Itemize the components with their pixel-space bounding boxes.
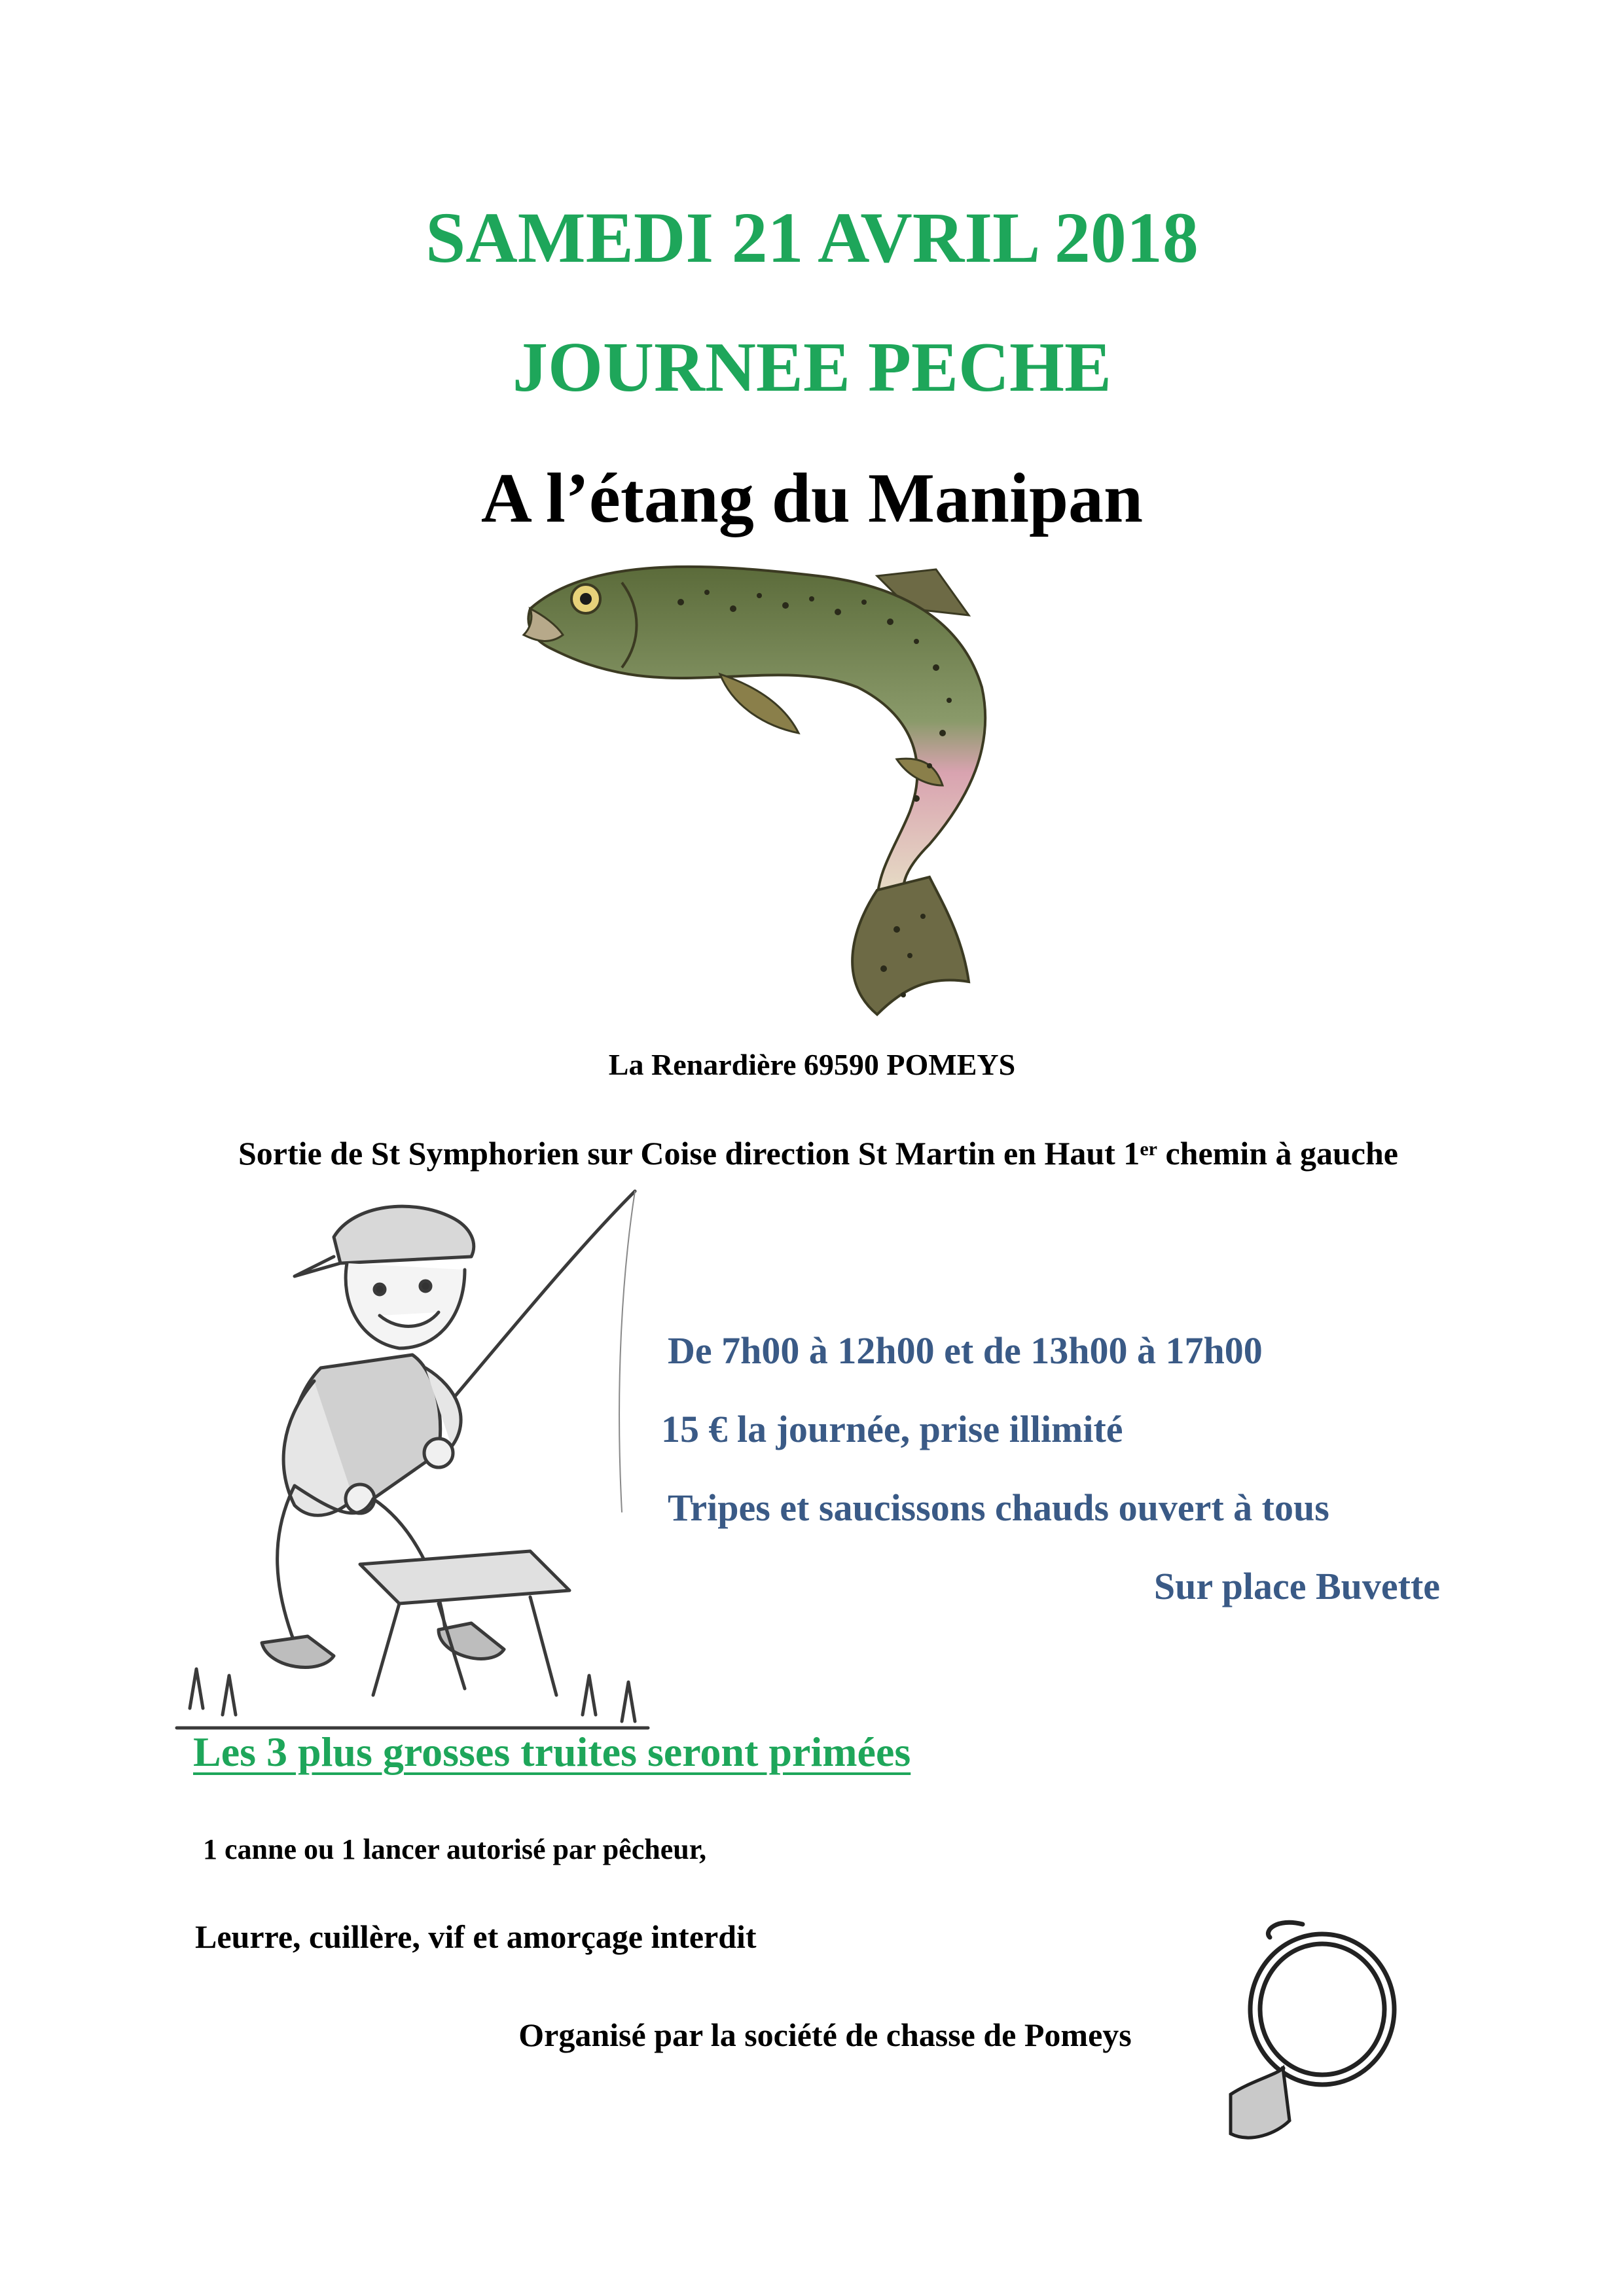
boy-fishing-illustration bbox=[164, 1172, 661, 1734]
buvette-info: Sur place Buvette bbox=[1153, 1565, 1440, 1607]
food-info: Tripes et saucissons chauds ouvert à tous bbox=[668, 1486, 1329, 1529]
location-title: A l’étang du Manipan bbox=[480, 459, 1144, 537]
trout-illustration bbox=[511, 537, 1074, 1034]
rule-rods: 1 canne ou 1 lancer autorisé par pêcheur, bbox=[203, 1833, 707, 1865]
prize-announcement: Les 3 plus grosses truites seront primées bbox=[193, 1729, 911, 1775]
event-title: JOURNEE PECHE bbox=[512, 329, 1112, 406]
price: 15 € la journée, prise illimité bbox=[661, 1408, 1123, 1450]
date-title: SAMEDI 21 AVRIL 2018 bbox=[425, 198, 1199, 278]
address: La Renardière 69590 POMEYS bbox=[608, 1048, 1016, 1081]
rule-bait: Leurre, cuillère, vif et amorçage interdit bbox=[195, 1918, 757, 1955]
directions-superscript: er bbox=[1140, 1138, 1157, 1160]
organiser-credit: Organisé par la société de chasse de Pomeys bbox=[518, 2017, 1132, 2053]
opening-hours: De 7h00 à 12h00 et de 13h00 à 17h00 bbox=[668, 1329, 1263, 1372]
directions-text: Sortie de St Symphorien sur Coise direction St Martin en Haut 1 bbox=[238, 1135, 1140, 1172]
directions-text-end: chemin à gauche bbox=[1157, 1135, 1398, 1172]
